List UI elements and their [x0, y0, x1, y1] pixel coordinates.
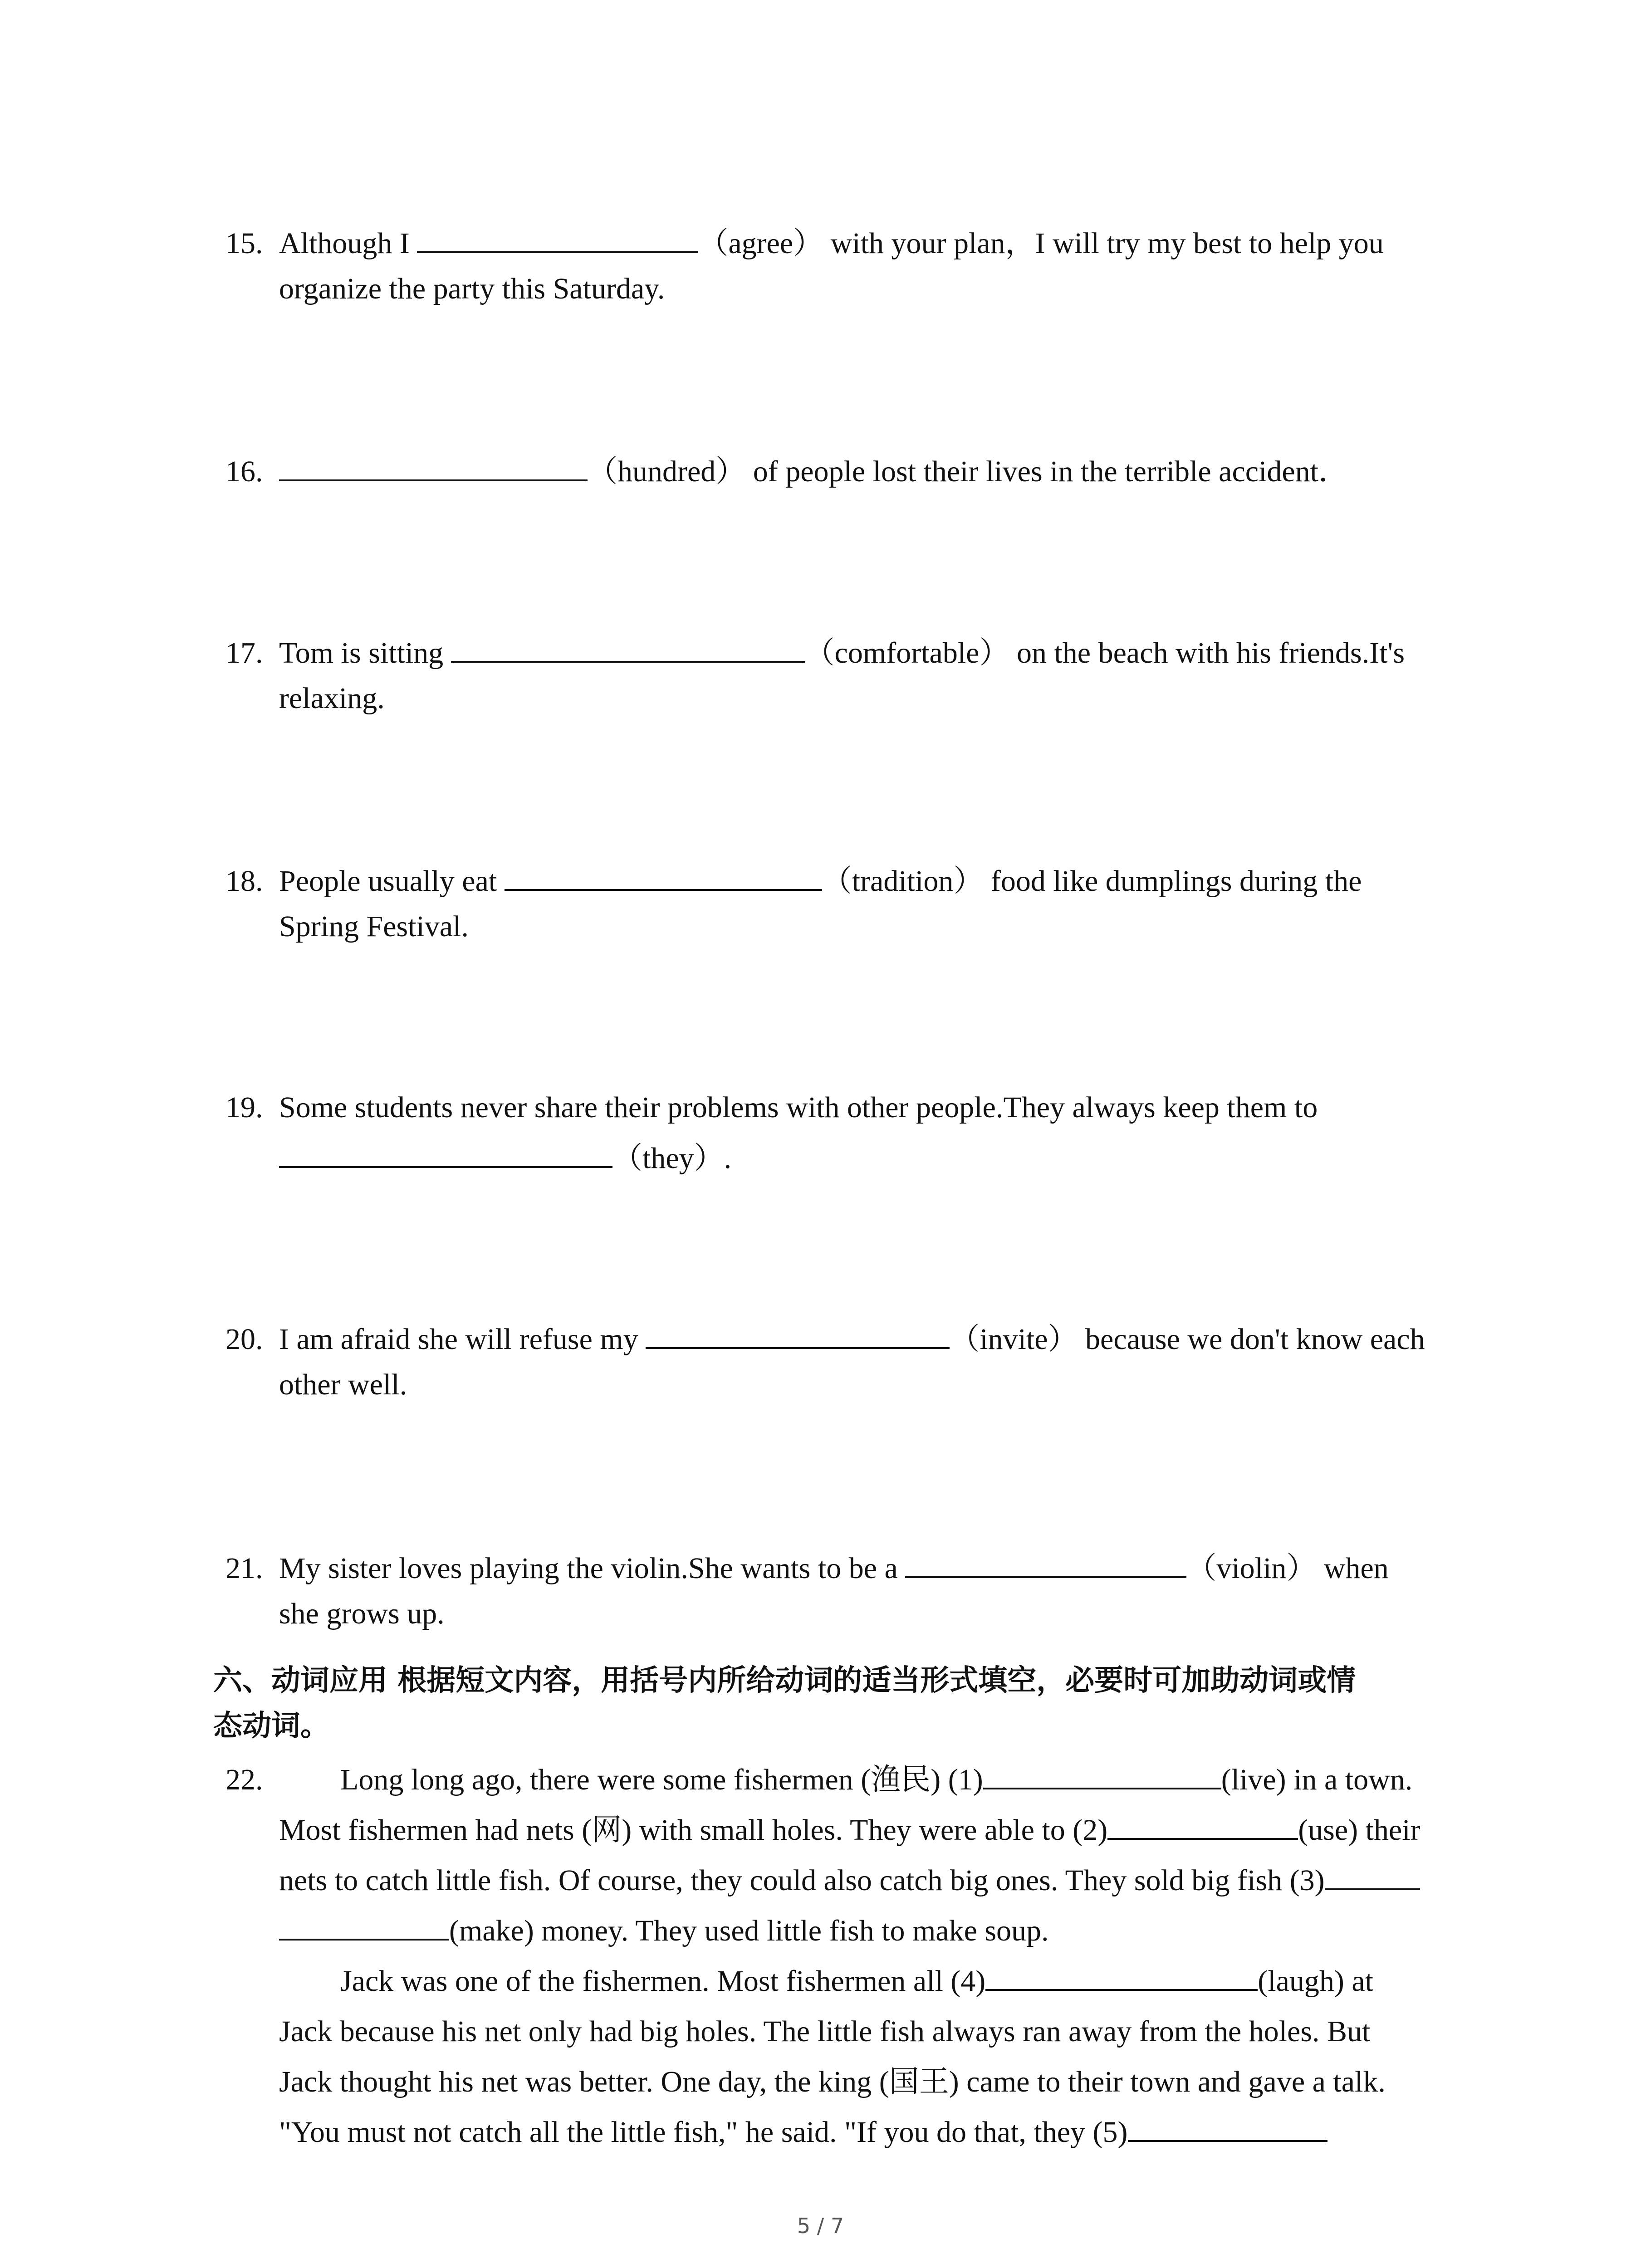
question-text: she grows up. [279, 1597, 445, 1630]
question-text: relaxing. [279, 682, 385, 715]
question-number: 16. [225, 455, 263, 488]
passage-text: (use) their [1298, 1813, 1421, 1847]
answer-blank[interactable] [417, 223, 698, 253]
question-21 [225, 1546, 1464, 1637]
passage-text: Most fishermen had nets (网) with small holes. They were able to (2) [279, 1813, 1108, 1847]
section-heading-line: 六、动词应用 根据短文内容，用括号内所给动词的适当形式填空，必要时可加助动词或情 [213, 1664, 1356, 1697]
passage-text: (live) in a town. [1221, 1763, 1413, 1796]
passage-text: Jack because his net only had big holes. The little fish always ran away from the holes. But [279, 2015, 1371, 2048]
question-text: Although I [279, 227, 417, 260]
passage-text: Jack thought his net was better. One day, the king (国王) came to their town and gave a talk. [279, 2065, 1386, 2098]
question-number: 17. [225, 636, 263, 670]
question-number: 15. [225, 227, 263, 260]
answer-blank[interactable] [646, 1319, 950, 1349]
answer-blank[interactable] [279, 451, 588, 481]
page-number: 5 / 7 [797, 2214, 844, 2238]
question-text: on the beach with his friends.It's [1009, 636, 1405, 670]
answer-blank[interactable] [451, 633, 805, 663]
passage-text: Jack was one of the fishermen. Most fishermen all (4) [340, 1965, 986, 1998]
question-text: organize the party this Saturday. [279, 272, 665, 305]
question-20 [225, 1317, 1464, 1408]
answer-blank-3[interactable] [1325, 1860, 1420, 1890]
answer-blank-5[interactable] [1128, 2112, 1327, 2142]
question-text: Some students never share their problems with other people.They always keep them to [279, 1091, 1318, 1124]
answer-blank[interactable] [505, 861, 822, 891]
word-hint: （invite） [950, 1323, 1078, 1356]
answer-blank-4[interactable] [985, 1961, 1258, 1991]
passage-text: nets to catch little fish. Of course, they could also catch big ones. They sold big fish (3) [279, 1864, 1325, 1897]
answer-blank-1[interactable] [983, 1760, 1221, 1789]
question-text: I am afraid she will refuse my [279, 1323, 646, 1356]
question-text: because we don't know each [1078, 1323, 1425, 1356]
question-text: Spring Festival. [279, 910, 469, 943]
passage-text: "You must not catch all the little fish," he said. "If you do that, they (5) [279, 2116, 1128, 2149]
word-hint: （agree） [698, 227, 823, 260]
word-hint: （hundred） [588, 455, 746, 488]
question-number: 19. [225, 1091, 263, 1124]
question-text: other well. [279, 1368, 407, 1401]
question-text: of people lost their lives in the terrible accident． [745, 455, 1349, 488]
word-hint: （comfortable） [804, 636, 1009, 670]
answer-blank-3-continued[interactable] [279, 1911, 449, 1941]
question-text: when [1316, 1552, 1389, 1585]
question-text: . [724, 1142, 732, 1175]
answer-blank[interactable] [905, 1548, 1186, 1578]
question-17 [225, 631, 1464, 721]
section-heading [213, 1658, 1474, 1749]
section-heading-line: 态动词。 [213, 1709, 329, 1743]
word-hint: （tradition） [822, 865, 984, 898]
question-19 [225, 1082, 1464, 1184]
question-number: 20. [225, 1323, 263, 1356]
question-text: Tom is sitting [279, 636, 451, 670]
passage-text: (laugh) at [1258, 1965, 1373, 1998]
question-text: food like dumplings during the [983, 865, 1362, 898]
question-number: 21. [225, 1552, 263, 1585]
answer-blank[interactable] [279, 1138, 612, 1168]
answer-blank-2[interactable] [1107, 1810, 1298, 1840]
passage-text: Long long ago, there were some fishermen (渔民) (1) [340, 1763, 983, 1796]
question-16 [225, 449, 1464, 494]
word-hint: （they） [612, 1142, 724, 1175]
passage-text: (make) money. They used little fish to make soup. [449, 1914, 1049, 1947]
question-18 [225, 859, 1464, 949]
question-text: People usually eat [279, 865, 505, 898]
question-15 [225, 221, 1464, 312]
word-hint: （violin） [1186, 1552, 1317, 1585]
question-text: My sister loves playing the violin.She wants to be a [279, 1552, 906, 1585]
question-text: with your plan，I will try my best to help you [823, 227, 1384, 260]
question-number: 18. [225, 865, 263, 898]
passage-22 [225, 1755, 1464, 2157]
question-number: 22. [225, 1763, 263, 1796]
